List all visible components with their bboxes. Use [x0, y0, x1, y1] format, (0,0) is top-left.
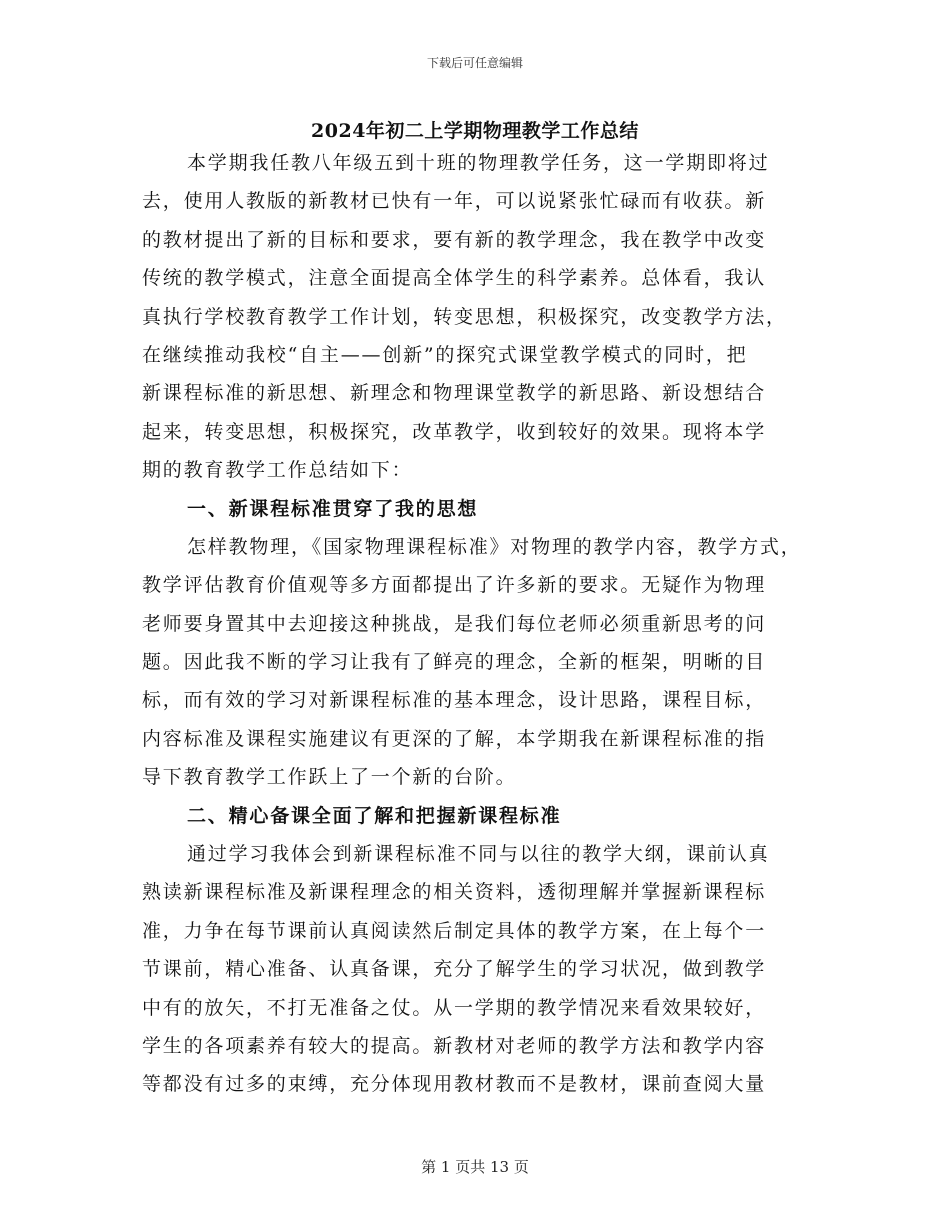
body-text-line: 标，而有效的学习对新课程标准的基本理念，设计思路，课程目标， [142, 689, 767, 712]
body-text-line: 起来，转变思想，积极探究，改革教学，收到较好的效果。现将本学 [142, 420, 767, 443]
body-text-line: 节课前，精心准备、认真备课，充分了解学生的学习状况，做到教学 [142, 958, 767, 981]
body-text-line: 中有的放矢，不打无准备之仗。从一学期的教学情况来看效果较好， [142, 996, 767, 1019]
body-text-line: 内容标准及课程实施建议有更深的了解，本学期我在新课程标准的指 [142, 727, 767, 750]
body-text-line: 教学评估教育价值观等多方面都提出了许多新的要求。无疑作为物理 [142, 574, 767, 597]
body-text-line: 通过学习我体会到新课程标准不同与以往的教学大纲，课前认真 [187, 843, 770, 866]
body-text-line: 导下教育教学工作跃上了一个新的台阶。 [142, 766, 517, 789]
body-text-line: 期的教育教学工作总结如下： [142, 459, 413, 482]
body-text-line: 怎样教物理，《国家物理课程标准》对物理的教学内容，教学方式， [187, 535, 802, 558]
body-text-line: 传统的教学模式，注意全面提高全体学生的科学素养。总体看，我认 [142, 267, 767, 290]
body-text-line: 去，使用人教版的新教材已快有一年，可以说紧张忙碌而有收获。新 [142, 190, 767, 213]
document-title: 2024年初二上学期物理教学工作总结 [311, 120, 639, 142]
body-text-line: 的教材提出了新的目标和要求，要有新的教学理念，我在教学中改变 [142, 228, 767, 251]
body-text-line: 本学期我任教八年级五到十班的物理教学任务，这一学期即将过 [187, 152, 770, 174]
body-text-line: 熟读新课程标准及新课程理念的相关资料，透彻理解并掌握新课程标 [142, 881, 767, 904]
body-text-line: 在继续推动我校“自主——创新”的探究式课堂教学模式的同时，把 [142, 343, 748, 366]
body-text-line: 老师要身置其中去迎接这种挑战，是我们每位老师必须重新思考的问 [142, 612, 767, 635]
body-text-line: 题。因此我不断的学习让我有了鲜亮的理念，全新的框架，明晰的目 [142, 651, 767, 674]
page-number-footer: 第 1 页共 13 页 [421, 1158, 529, 1176]
section-heading: 二、精心备课全面了解和把握新课程标准 [187, 804, 562, 827]
body-text-line: 新课程标准的新思想、新理念和物理课堂教学的新思路、新设想结合 [142, 382, 767, 405]
body-text-line: 准，力争在每节课前认真阅读然后制定具体的教学方案，在上每个一 [142, 919, 767, 942]
section-heading: 一、新课程标准贯穿了我的思想 [187, 497, 479, 520]
body-text-line: 等都没有过多的束缚，充分体现用教材教而不是教材，课前查阅大量 [142, 1073, 767, 1096]
page-header-note: 下载后可任意编辑 [426, 56, 523, 70]
document-body [142, 144, 810, 1104]
body-text-line: 真执行学校教育教学工作计划，转变思想，积极探究，改变教学方法， [142, 305, 787, 328]
body-text-line: 学生的各项素养有较大的提高。新教材对老师的教学方法和教学内容 [142, 1034, 767, 1057]
